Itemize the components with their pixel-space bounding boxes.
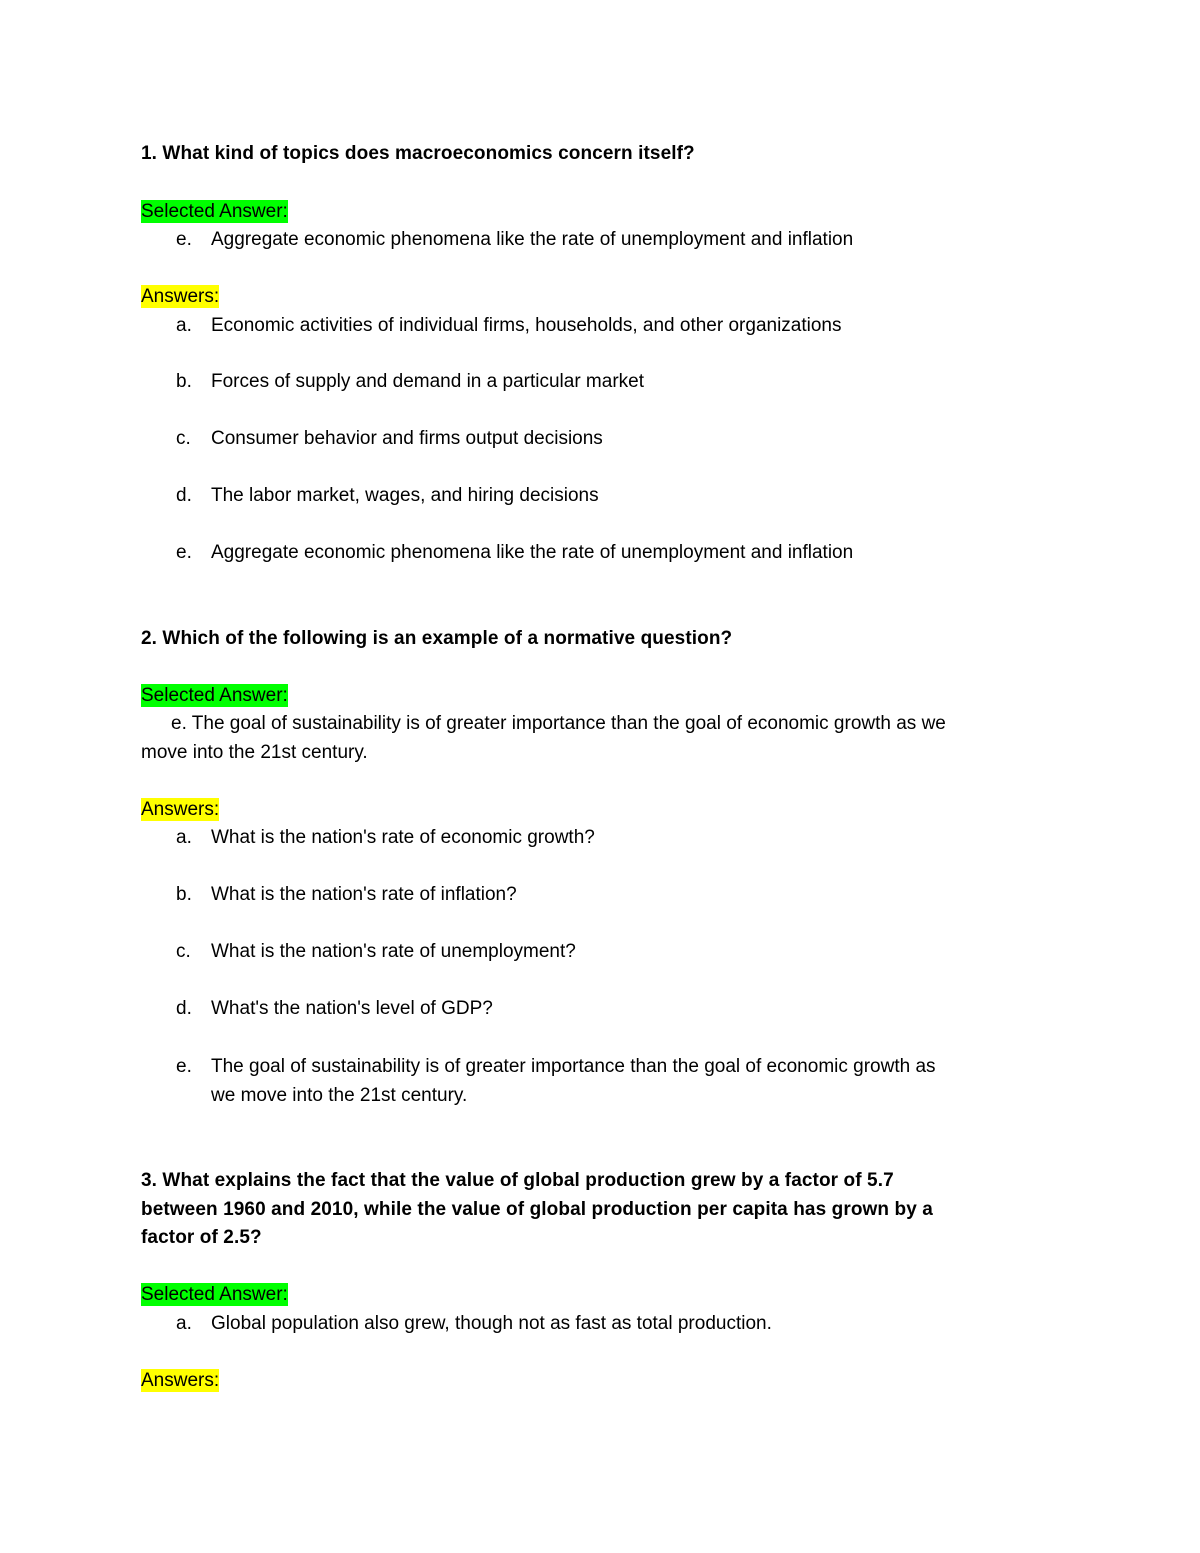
- option-text: What is the nation's rate of inflation?: [211, 884, 517, 905]
- answer-option-continuation: we move into the 21st century.: [211, 1085, 468, 1106]
- option-text: Economic activities of individual firms, households, and other organizations: [211, 315, 842, 336]
- selected-answer-label: Selected Answer:: [141, 201, 288, 222]
- option-letter: a.: [176, 315, 192, 336]
- selected-answer-line-1: e. The goal of sustainability is of greater importance than the goal of economic growth as we: [171, 713, 946, 734]
- option-letter: d.: [176, 998, 192, 1019]
- question-2-title: 2. Which of the following is an example of a normative question?: [141, 628, 733, 649]
- option-text: What is the nation's rate of unemployment?: [211, 941, 576, 962]
- option-text: What's the nation's level of GDP?: [211, 998, 493, 1019]
- option-text: What is the nation's rate of economic growth?: [211, 827, 595, 848]
- question-1-title: 1. What kind of topics does macroeconomics concern itself?: [141, 143, 695, 164]
- option-letter: b.: [176, 371, 192, 392]
- option-text: Aggregate economic phenomena like the rate of unemployment and inflation: [211, 229, 854, 250]
- option-text: Aggregate economic phenomena like the rate of unemployment and inflation: [211, 542, 854, 563]
- option-letter: d.: [176, 485, 192, 506]
- option-text: The labor market, wages, and hiring decisions: [211, 485, 599, 506]
- option-letter: c.: [176, 941, 191, 962]
- answers-label: Answers:: [141, 799, 220, 820]
- option-text: Consumer behavior and firms output decisions: [211, 428, 603, 449]
- option-text: Forces of supply and demand in a particular market: [211, 371, 644, 392]
- selected-answer-label: Selected Answer:: [141, 685, 288, 706]
- selected-answer-label: Selected Answer:: [141, 1284, 288, 1305]
- option-letter: b.: [176, 884, 192, 905]
- answers-label: Answers:: [141, 1370, 220, 1391]
- question-3-title-line-2: between 1960 and 2010, while the value of global production per capita has grown by a: [141, 1199, 933, 1220]
- option-text: The goal of sustainability is of greater importance than the goal of economic growth as: [211, 1056, 936, 1077]
- answers-label: Answers:: [141, 286, 220, 307]
- option-letter: a.: [176, 1313, 192, 1334]
- option-letter: a.: [176, 827, 192, 848]
- question-3-title-line-3: factor of 2.5?: [141, 1227, 262, 1248]
- question-3-title-line-1: 3. What explains the fact that the value of global production grew by a factor of 5.7: [141, 1170, 894, 1191]
- option-letter: e.: [176, 229, 192, 250]
- selected-answer-line-2: move into the 21st century.: [141, 742, 368, 763]
- option-letter: e.: [176, 1056, 192, 1077]
- option-text: Global population also grew, though not as fast as total production.: [211, 1313, 772, 1334]
- option-letter: e.: [176, 542, 192, 563]
- option-letter: c.: [176, 428, 191, 449]
